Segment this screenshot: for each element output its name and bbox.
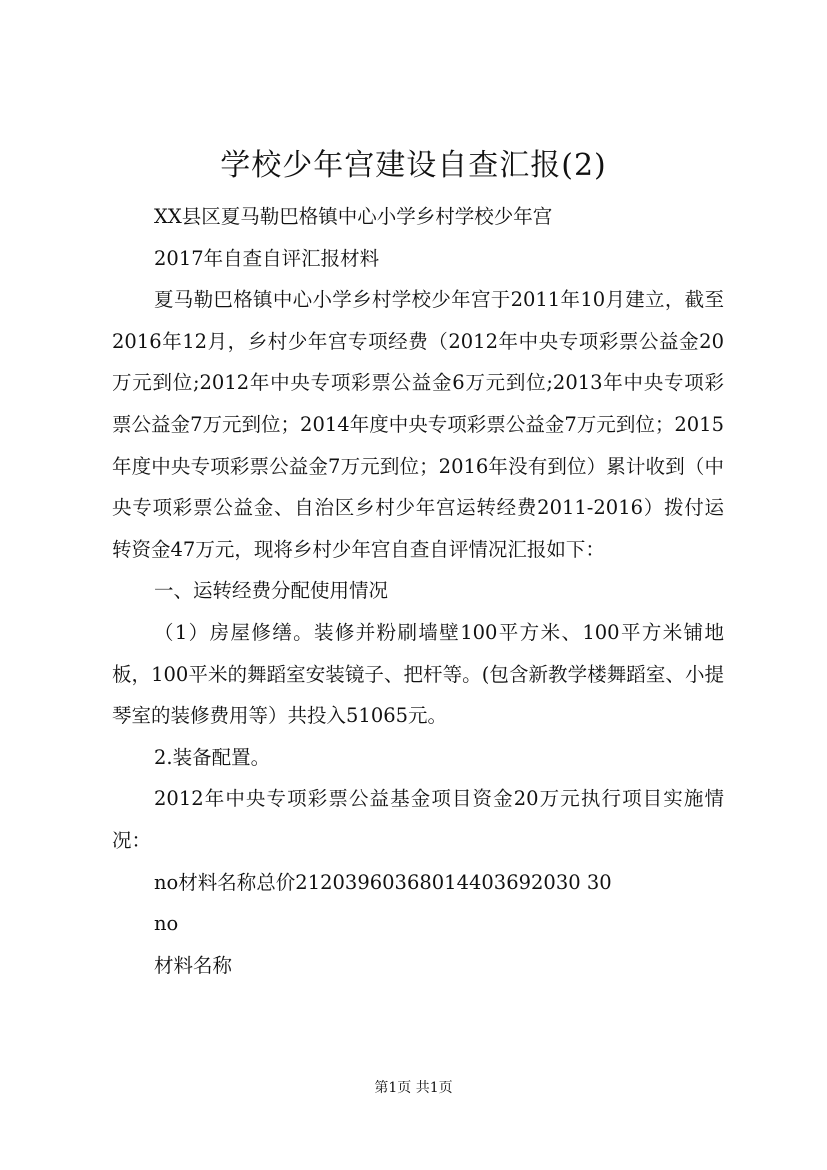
section-heading-funds: 一、运转经费分配使用情况: [154, 579, 389, 603]
project-implementation-paragraph: 2012年中央专项彩票公益基金项目资金20万元执行项目实施情况：: [112, 787, 724, 852]
page-footer: 第1页 共1页: [374, 1080, 453, 1096]
table-header-line: no材料名称总价21203960368014403692030 30: [154, 870, 612, 894]
table-no-line: no: [154, 912, 179, 936]
equipment-heading: 2.装备配置。: [154, 745, 271, 769]
document-body: [112, 196, 724, 986]
document-title: 学校少年宫建设自查汇报(2): [220, 148, 607, 183]
table-material-name-line: 材料名称: [154, 953, 233, 977]
intro-paragraph: 夏马勒巴格镇中心小学乡村学校少年宫于2011年10月建立，截至2016年12月，乡村少年宫专项经费（2012年中央专项彩票公益金20万元到位;2012年中央专项彩票公益金6万元到位;2013年中央专项彩票公益金7万元到位；2014年度中央专项彩票公益金7万元到位；2015年度中央专项彩票公益金7万元到位；2016年没有到位）累计收到（中央专项彩票公益金、自治区乡村少年宫运转经费2011-2016）拨付运转资金47万元，现将乡村少年宫自查自评情况汇报如下：: [112, 288, 724, 561]
renovation-paragraph: （1）房屋修缮。装修并粉刷墙壁100平方米、100平方米铺地板，100平米的舞蹈室安装镜子、把杆等。(包含新教学楼舞蹈室、小提琴室的装修费用等）共投入51065元。: [112, 620, 724, 728]
report-subtitle-line: 2017年自查自评汇报材料: [154, 246, 380, 270]
school-name-line: XX县区夏马勒巴格镇中心小学乡村学校少年宫: [154, 205, 553, 228]
